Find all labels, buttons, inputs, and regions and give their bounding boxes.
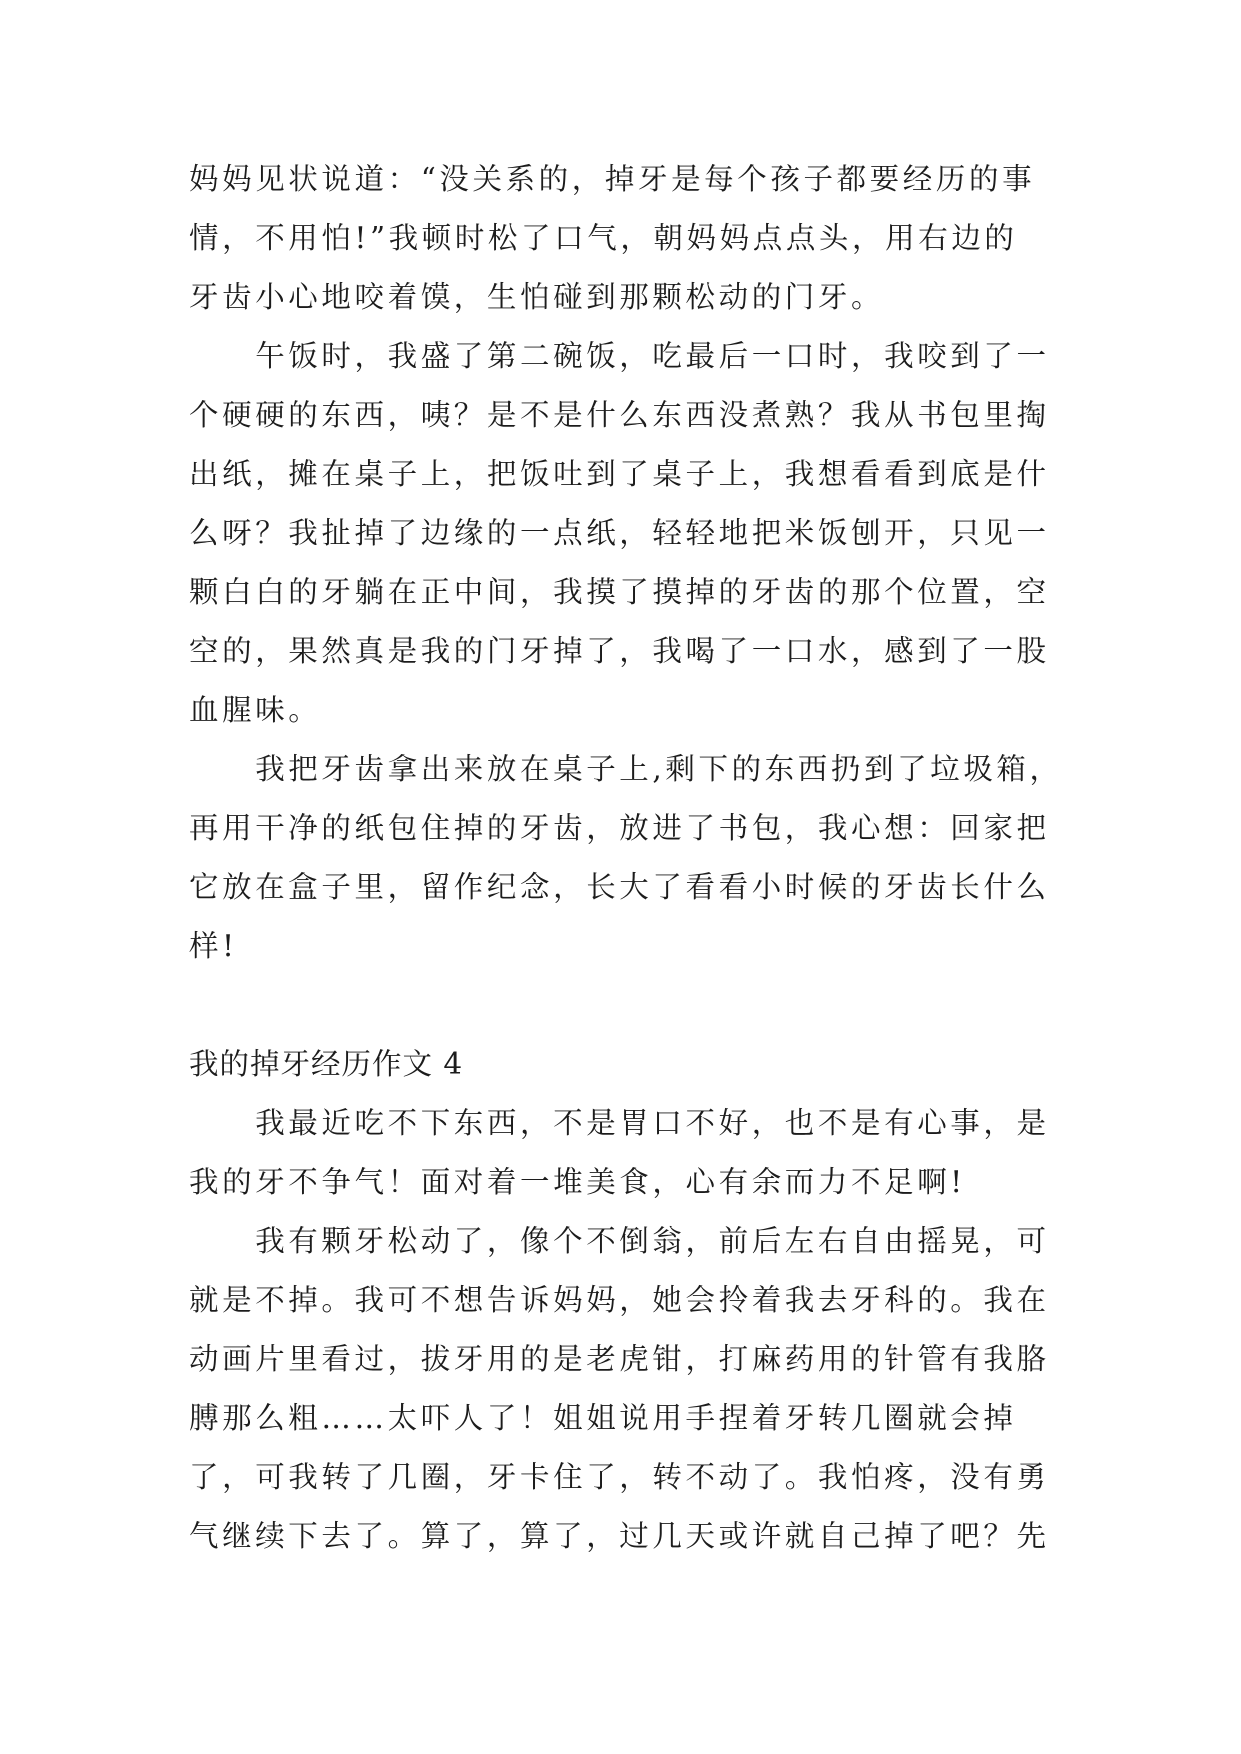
text-line: 样! <box>189 929 238 963</box>
text-line: 再用干净的纸包住掉的牙齿，放进了书包，我心想：回家把 <box>189 811 1050 845</box>
text-line: 就是不掉。我可不想告诉妈妈，她会拎着我去牙科的。我在 <box>189 1283 1050 1317</box>
paragraph-mother-reassures <box>189 150 1059 327</box>
text-line: 我把牙齿拿出来放在桌子上,剩下的东西扔到了垃圾箱， <box>189 752 1063 786</box>
text-line: 血腥味。 <box>189 693 322 727</box>
document-body <box>189 150 1063 1566</box>
paragraph-loose-tooth <box>189 1212 1059 1566</box>
text-line: 它放在盒子里，留作纪念，长大了看看小时候的牙齿长什么 <box>189 870 1050 904</box>
text-line: 了，可我转了几圈，牙卡住了，转不动了。我怕疼，没有勇 <box>189 1460 1050 1494</box>
text-line: 牙齿小心地咬着馍，生怕碰到那颗松动的门牙。 <box>189 280 885 314</box>
text-line: 膊那么粗……太吓人了！姐姐说用手捏着牙转几圈就会掉 <box>189 1401 1017 1435</box>
text-line: 气继续下去了。算了，算了，过几天或许就自己掉了吧？先 <box>189 1519 1050 1553</box>
paragraph-cannot-eat <box>189 1094 1059 1212</box>
text-line: 空的，果然真是我的门牙掉了，我喝了一口水，感到了一股 <box>189 634 1050 668</box>
text-line: 么呀？我扯掉了边缘的一点纸，轻轻地把米饭刨开，只见一 <box>189 516 1050 550</box>
text-line: 颗白白的牙躺在正中间，我摸了摸掉的牙齿的那个位置，空 <box>189 575 1050 609</box>
text-line: 情，不用怕!”我顿时松了口气，朝妈妈点点头，用右边的 <box>189 221 1018 255</box>
text-line: 妈妈见状说道：“没关系的，掉牙是每个孩子都要经历的事 <box>189 162 1036 196</box>
essay-heading: 我的掉牙经历作文 4 <box>189 1047 464 1081</box>
section-spacer <box>189 976 1059 1035</box>
paragraph-lunch <box>189 327 1059 740</box>
text-line: 出纸，摊在桌子上，把饭吐到了桌子上，我想看看到底是什 <box>189 457 1050 491</box>
text-line: 动画片里看过，拔牙用的是老虎钳，打麻药用的针管有我胳 <box>189 1342 1050 1376</box>
text-line: 我有颗牙松动了，像个不倒翁，前后左右自由摇晃，可 <box>189 1224 1050 1258</box>
paragraph-keep-tooth <box>189 740 1063 976</box>
text-line: 我的牙不争气！面对着一堆美食，心有余而力不足啊! <box>189 1165 966 1199</box>
text-line: 午饭时，我盛了第二碗饭，吃最后一口时，我咬到了一 <box>189 339 1050 373</box>
text-line: 我最近吃不下东西，不是胃口不好，也不是有心事，是 <box>189 1106 1050 1140</box>
text-line: 个硬硬的东西，咦？是不是什么东西没煮熟？我从书包里掏 <box>189 398 1050 432</box>
